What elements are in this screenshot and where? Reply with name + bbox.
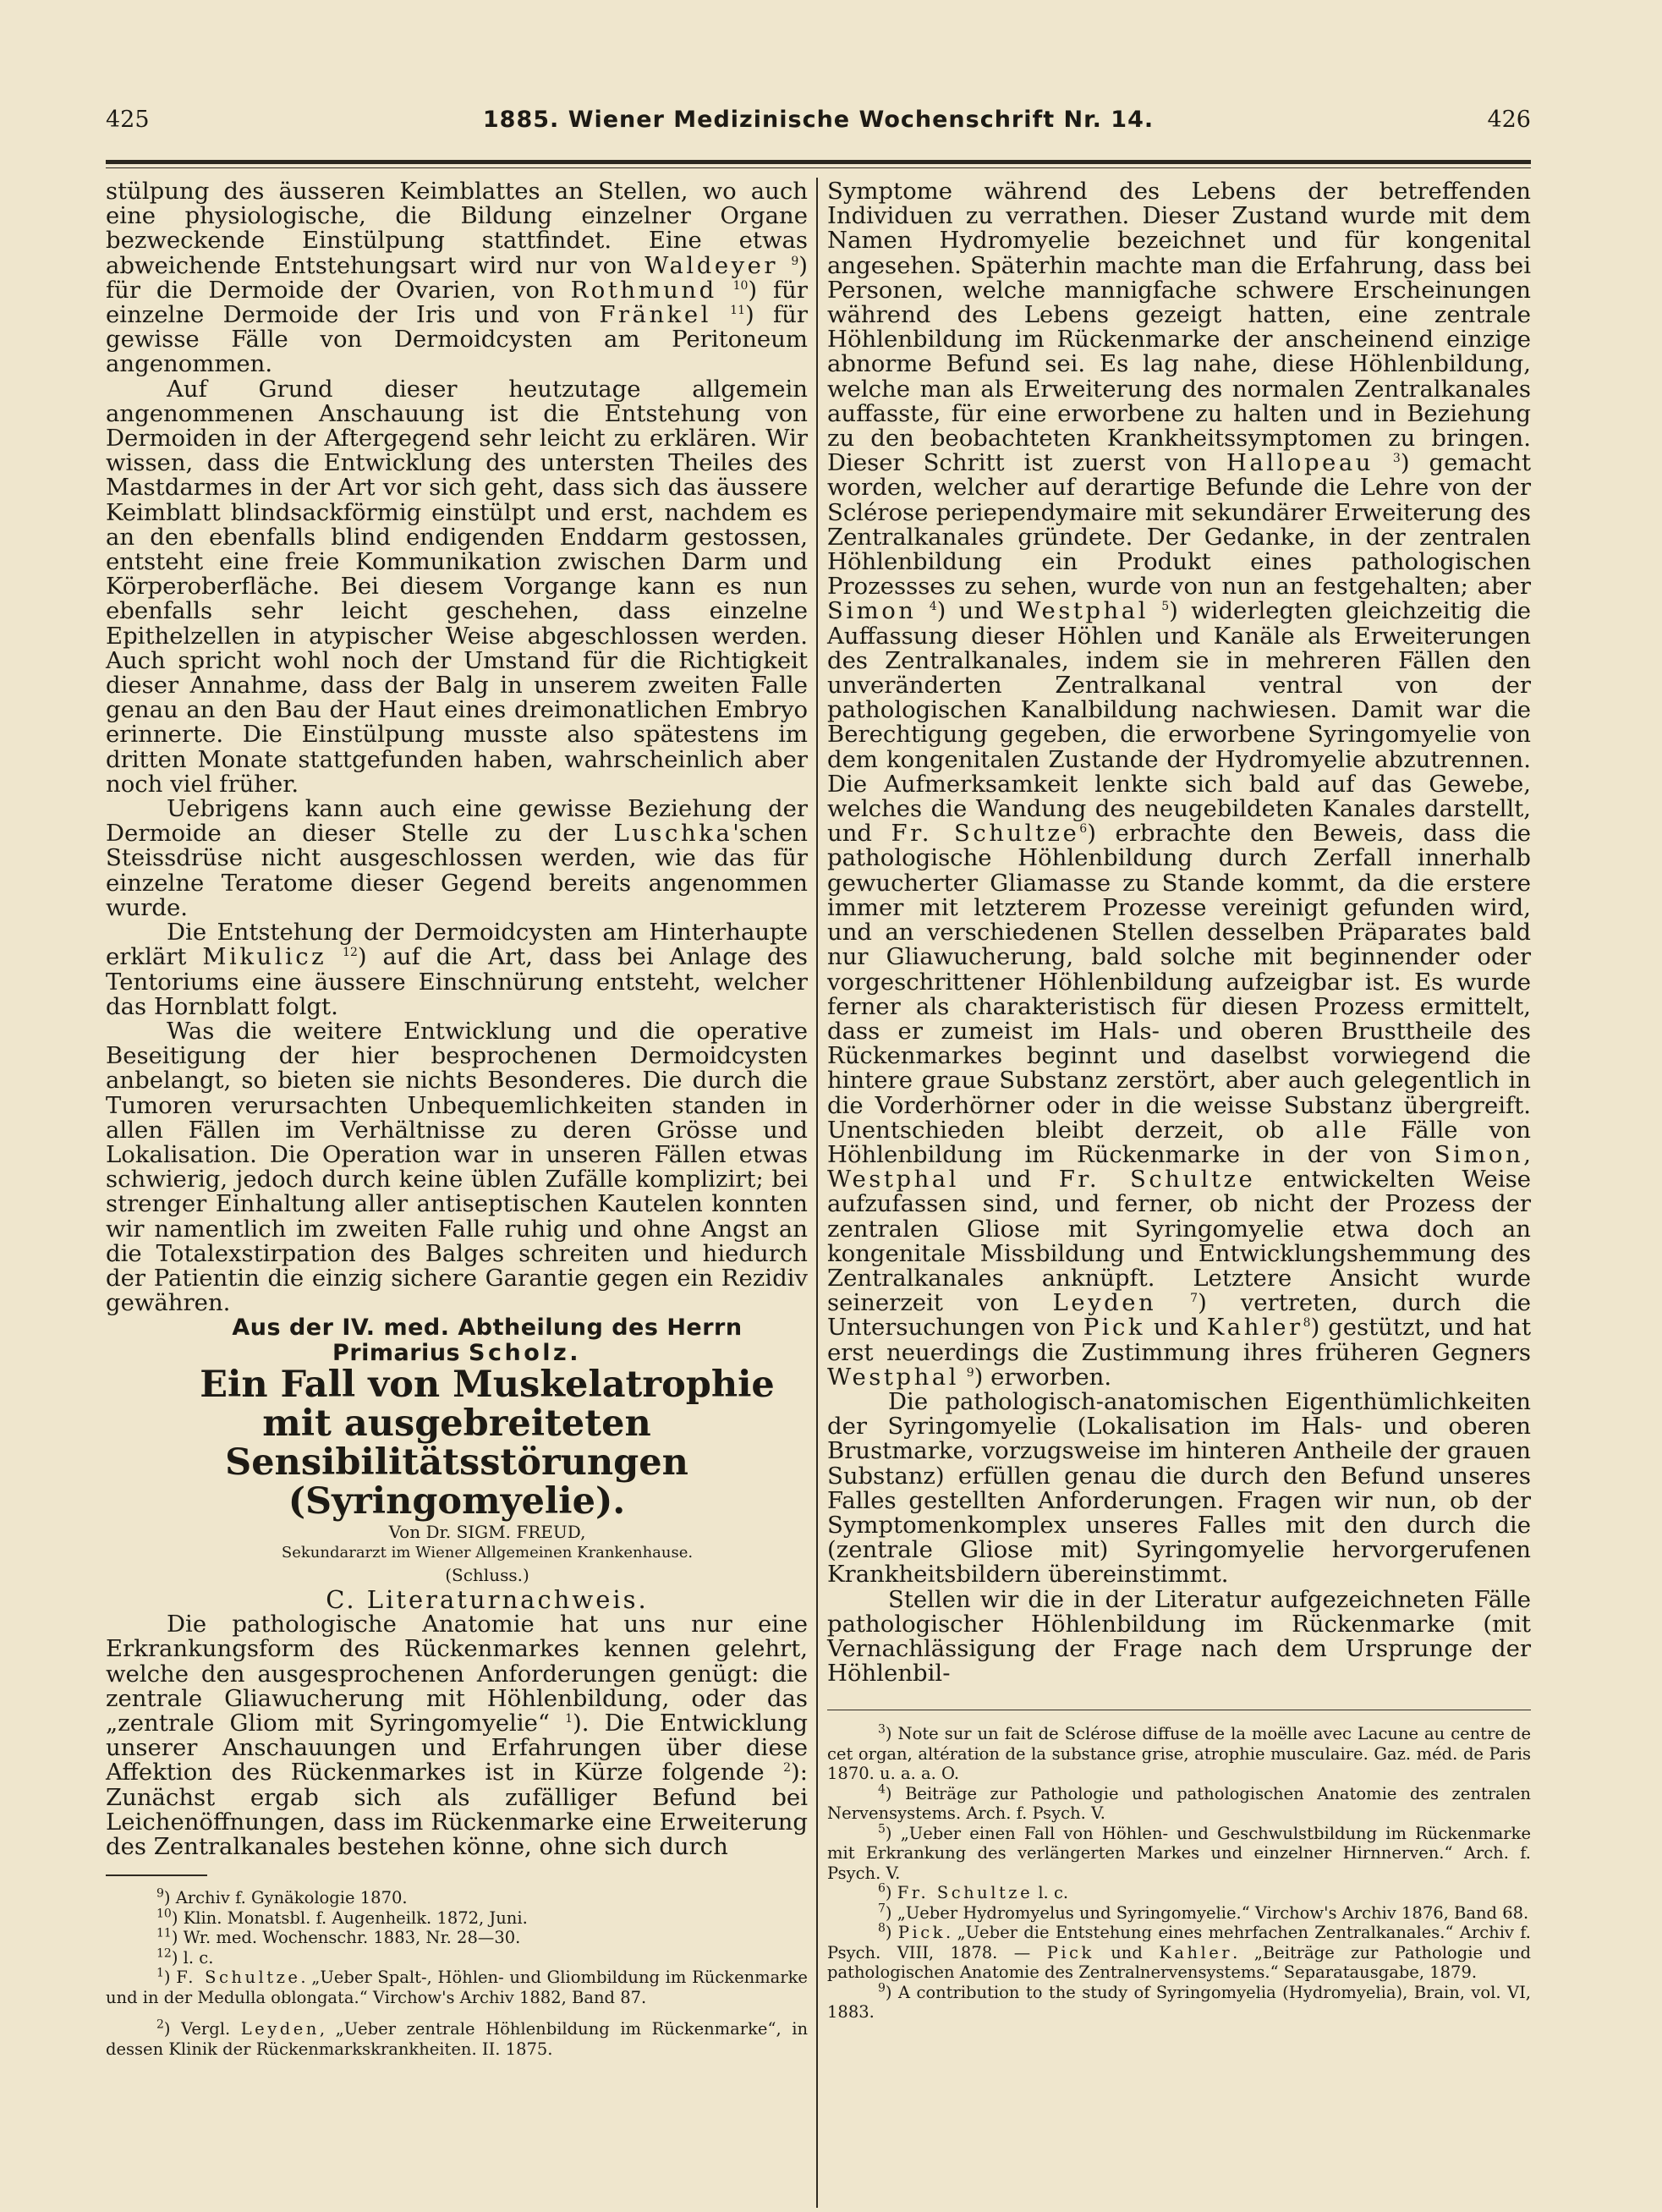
- author-name: Hallopeau: [1226, 449, 1374, 477]
- continuation-note: (Schluss.): [445, 1564, 529, 1585]
- footnote-ref: 11: [730, 303, 745, 317]
- author-name: Waldeyer: [645, 251, 779, 279]
- author-name: Pick: [1083, 1314, 1146, 1342]
- left-column: [106, 179, 808, 2059]
- footnote: $^5$) „Ueber einen Fall von Höhlen- und Geschwulstbildung im Rückenmarke mit Erkrankung des verlängerten Markes und einzelner Hirnnerven.“ Arch. f. Psych. V.: [827, 1822, 1531, 1883]
- author-name: Rothmund: [570, 276, 717, 304]
- footnote: $^{11}$) Wr. med. Wochenschr. 1883, Nr. 28—30.: [156, 1926, 521, 1948]
- author-name: Mikulicz: [202, 943, 327, 971]
- footnote-ref: 12: [343, 946, 358, 960]
- author-name: Leyden: [1052, 1289, 1157, 1317]
- header-rule-thin: [106, 167, 1531, 168]
- footnote-ref: 3: [1392, 452, 1401, 466]
- footnotes-right: [827, 1724, 1531, 2023]
- footnote-ref: 2: [783, 1761, 791, 1776]
- column-divider: [816, 178, 818, 2208]
- footnote-ref: 10: [732, 278, 749, 293]
- footnote: $^{10}$) Klin. Monatsbl. f. Augenheilk. 1872, Juni.: [156, 1907, 528, 1928]
- footnote: $^9$) Archiv f. Gynäkologie 1870.: [156, 1886, 408, 1908]
- footnote-ref: 9: [791, 254, 799, 268]
- footnote: $^1$) F. Schultze. „Ueber Spalt-, Höhlen- und Gliombildung im Rückenmarke und in der Medulla oblongata.“ Virchow's Archiv 1882, Band 87.: [106, 1966, 808, 2007]
- footnote-ref: 5: [1161, 600, 1170, 614]
- paragraph: Was die weitere Entwicklung und die operative Beseitigung der hier besprochenen Dermoidcysten anbelangt, so bieten sie nichts Besonderes. Die durch die Tumoren verursachten Unbequemlichkeiten standen in allen Fällen im Verhältnisse zu deren Grösse und Lokalisation. Die Operation war in unseren Fällen etwas schwierig, jedoch durch keine üblen Zufälle komplizirt; bei strenger Einhaltung aller antiseptischen Kautelen konnten wir namentlich im zweiten Falle ruhig und ohne Angst an die Totalexstirpation des Balges schreiten und hiedurch der Patientin die einzig sichere Garantie gegen ein Rezidiv gewähren.: [106, 1017, 808, 1317]
- paragraph: Auf Grund dieser heutzutage allgemein angenommenen Anschauung ist die Entstehung von Dermoiden in der Aftergegend sehr leicht zu erklären. Wir wissen, dass die Entwicklung des untersten Theiles des Mastdarmes in der Art vor sich geht, dass sich das äussere Keimblatt blindsackförmig einstülpt und erst, nachdem es an den ebenfalls blind endigenden Enddarm gestossen, entsteht eine freie Kommunikation zwischen Darm und Körperoberfläche. Bei diesem Vorgange kann es nun ebenfalls sehr leicht geschehen, dass einzelne Epithelzellen in atypischer Weise abgeschlossen werden. Auch spricht wohl noch der Umstand für die Richtigkeit dieser Annahme, dass der Balg in unserem zweiten Falle genau an den Bau der Haut eines dreimonatlichen Embryo erinnerte. Die Einstülpung musste also spätestens im dritten Monate stattgefunden haben, wahrscheinlich aber noch viel früher.: [106, 375, 808, 798]
- department-heading: Aus der IV. med. Abtheilung des Herrn Primarius Scholz.: [232, 1315, 743, 1366]
- footnote-ref: 7: [1190, 1291, 1199, 1305]
- header-rule-thick: [106, 160, 1531, 164]
- footnote: $^2$) Vergl. Leyden, „Ueber zentrale Höhlenbildung im Rückenmarke“, in dessen Klinik der Rückenmarkskrankheiten. II. 1875.: [106, 2017, 809, 2059]
- page-number-right: 426: [1487, 107, 1531, 133]
- byline-affiliation: Sekundararzt im Wiener Allgemeinen Krankenhause.: [281, 1543, 694, 1562]
- footnote-ref: 6: [1079, 822, 1088, 837]
- author-name: Fr. Schultze: [1058, 1166, 1256, 1194]
- footnote: $^{12}$) l. c.: [156, 1946, 214, 1968]
- right-column: [827, 179, 1531, 2023]
- paragraph: Die pathologische Anatomie hat uns nur eine Erkrankungsform des Rückenmarkes kennen gelehrt, welche den ausgesprochenen Anforderungen genügt: die zentrale Gliawucherung mit Höhlenbildung, oder das „zentrale Gliom mit Syringomyelie“ $^1$). Die Entwicklung unserer Anschauungen und Erfahrungen über diese Affektion des Rückenmarkes ist in Kürze folgende $^2$): Zunächst ergab sich als zufälliger Befund bei Leichenöffnungen, dass im Rückenmarke eine Erweiterung des Zentralkanales bestehen könne, ohne sich durch: [106, 1611, 808, 1860]
- author-name: Fränkel: [599, 301, 711, 329]
- byline: Von Dr. SIGM. FREUD,: [388, 1521, 586, 1542]
- section-heading: C. Literaturnachweis.: [326, 1584, 649, 1614]
- author-name: Simon: [827, 597, 917, 625]
- paragraph: Die Entstehung der Dermoidcysten am Hinterhaupte erklärt Mikulicz $^{12}$) auf die Art, dass bei Anlage des Tentoriums eine äussere Einschnürung entsteht, welcher das Hornblatt folgt.: [106, 919, 809, 1020]
- footnote: $^6$) Fr. Schultze l. c.: [878, 1881, 1069, 1903]
- footnote: $^8$) Pick. „Ueber die Entstehung eines mehrfachen Zentralkanales.“ Archiv f. Psych. VIII, 1878. — Pick und Kahler. „Beiträge zur Pathologie und pathologischen Anatomie des Zentralnervensystems.“ Separatausgabe, 1879.: [827, 1921, 1532, 1983]
- author-name: Simon: [1434, 1140, 1524, 1168]
- article-title: Ein Fall von Muskelatrophie mit ausgebreiteten Sensibilitätsstörungen (Syringomyelie).: [200, 1363, 775, 1523]
- author-name: Luschka: [613, 820, 733, 848]
- author-name: Kahler: [1206, 1314, 1303, 1342]
- journal-title: 1885. Wiener Medizinische Wochenschrift Nr. 14.: [482, 107, 1155, 133]
- footnote: $^4$) Beiträge zur Pathologie und pathologischen Anatomie des zentralen Nervensystems. Arch. f. Psych. V.: [827, 1782, 1531, 1824]
- footnote-ref: 1: [565, 1711, 573, 1726]
- author-name: Westphal: [827, 1166, 959, 1194]
- footnote-separator: [106, 1874, 207, 1876]
- paragraph: stülpung des äusseren Keimblattes an Stellen, wo auch eine physiologische, die Bildung einzelner Organe bezweckende Einstülpung stattfindet. Eine etwas abweichende Entstehungsart wird nur von Waldeyer $^9$) für die Dermoide der Ovarien, von Rothmund $^{10}$) für einzelne Dermoide der Iris und von Fränkel $^{11}$) für gewisse Fälle von Dermoidcysten am Peritoneum angenommen.: [106, 178, 809, 378]
- footnote: $^9$) A contribution to the study of Syringomyelia (Hydromyelia), Brain, vol. VI, 1883.: [827, 1981, 1531, 2023]
- footnote-ref: 4: [929, 600, 937, 614]
- footnote-ref: 8: [1303, 1316, 1311, 1331]
- footnote: $^7$) „Ueber Hydromyelus und Syringomyelie.“ Virchow's Archiv 1876, Band 68.: [878, 1902, 1529, 1923]
- footnotes-left: [106, 1888, 808, 2059]
- paragraph: Stellen wir die in der Literatur aufgezeichneten Fälle pathologischer Höhlenbildung im Rückenmarke (mit Vernachlässigung der Frage nach dem Ursprunge der Höhlenbil-: [827, 1585, 1531, 1688]
- author-name: Westphal: [827, 1363, 959, 1391]
- author-name: Westphal: [1016, 597, 1149, 625]
- footnote-ref: 9: [966, 1365, 974, 1380]
- page-number-left: 425: [106, 107, 150, 133]
- footnote: $^3$) Note sur un fait de Sclérose diffuse de la moëlle avec Lacune au centre de cet organ, altération de la substance grise, atrophie musculaire. Gaz. méd. de Paris 1870. u. a. a. O.: [827, 1722, 1531, 1784]
- paragraph: Uebrigens kann auch eine gewisse Beziehung der Dermoide an dieser Stelle zu der Luschka'schen Steissdrüse nicht ausgeschlossen werden, wie das für einzelne Teratome dieser Gegend bereits angenommen wurde.: [106, 795, 808, 921]
- paragraph: Symptome während des Lebens der betreffenden Individuen zu verrathen. Dieser Zustand wurde mit dem Namen Hydromyelie bezeichnet und für kongenital angesehen. Späterhin machte man die Erfahrung, dass bei Personen, welche mannigfache schwere Erscheinungen während des Lebens gezeigt hatten, eine zentrale Höhlenbildung im Rückenmarke der anscheinend einzige abnorme Befund sei. Es lag nahe, diese Höhlenbildung, welche man als Erweiterung des normalen Zentralkanales auffasste, für eine erworbene zu halten und in Beziehung zu den beobachteten Krankheitssymptomen zu bringen. Dieser Schritt ist zuerst von Hallopeau $^3$) gemacht worden, welcher auf derartige Befunde die Lehre von der Sclérose periependymaire mit sekundärer Erweiterung des Zentralkanales gründete. Der Gedanke, in der zentralen Höhlenbildung ein Produkt eines pathologischen Prozessses zu sehen, wurde von nun an festgehalten; aber Simon $^4$) und Westphal $^5$) widerlegten gleichzeitig die Auffassung dieser Höhlen und Kanäle als Erweiterungen des Zentralkanales, indem sie in mehreren Fällen den unveränderten Zentralkanal ventral von der pathologischen Kanalbildung nachwiesen. Damit war die Berechtigung gegeben, die erworbene Syringomyelie von dem kongenitalen Zustande der Hydromyelie abzutrennen. Die Aufmerksamkeit lenkte sich bald auf das Gewebe, welches die Wandung des neugebildeten Kanales darstellt, und Fr. Schultze$^6$) erbrachte den Beweis, dass die pathologische Höhlenbildung durch Zerfall innerhalb gewucherter Gliamasse zu Stande kommt, da die erstere immer mit letzterem Prozesse vereinigt gefunden wird, und an verschiedenen Stellen desselben Präparates bald nur Gliawucherung, bald solche mit beginnender oder vorgeschrittener Höhlenbildung aufzeigbar ist. Es wurde ferner als charakteristisch für diesen Prozess ermittelt, dass er zumeist im Hals- und oberen Brusttheile des Rückenmarkes beginnt und daselbst vorwiegend die hintere graue Substanz zerstört, aber auch gelegentlich in die Vorderhörner oder in die weisse Substanz übergreift. Unentschieden bleibt derzeit, ob alle Fälle von Höhlenbildung im Rückenmarke in der von Simon, Westphal und Fr. Schultze entwickelten Weise aufzufassen sind, und ferner, ob nicht der Prozess der zentralen Gliose mit Syringomyelie etwa doch an kongenitale Missbildung und Entwicklungshemmung des Zentralkanales anknüpft. Letztere Ansicht wurde seinerzeit von Leyden $^7$) vertreten, durch die Untersuchungen von Pick und Kahler$^8$) gestützt, und hat erst neuerdings die Zustimmung ihres früheren Gegners Westphal $^9$) erworben.: [827, 178, 1531, 1391]
- running-header: [106, 107, 1531, 144]
- author-name: Fr. Schultze: [891, 820, 1080, 848]
- paragraph: Die pathologisch-anatomischen Eigenthümlichkeiten der Syringomyelie (Lokalisation im Hals- und oberen Brustmarke, vorzugsweise im hinteren Antheile der grauen Substanz) erfüllen genau die durch den Befund unseres Falles gestellten Anforderungen. Fragen wir nun, ob der Symptomenkomplex unseres Falles mit den durch die (zentrale Gliose mit) Syringomyelie hervorgerufenen Krankheitsbildern übereinstimmt.: [827, 1387, 1531, 1589]
